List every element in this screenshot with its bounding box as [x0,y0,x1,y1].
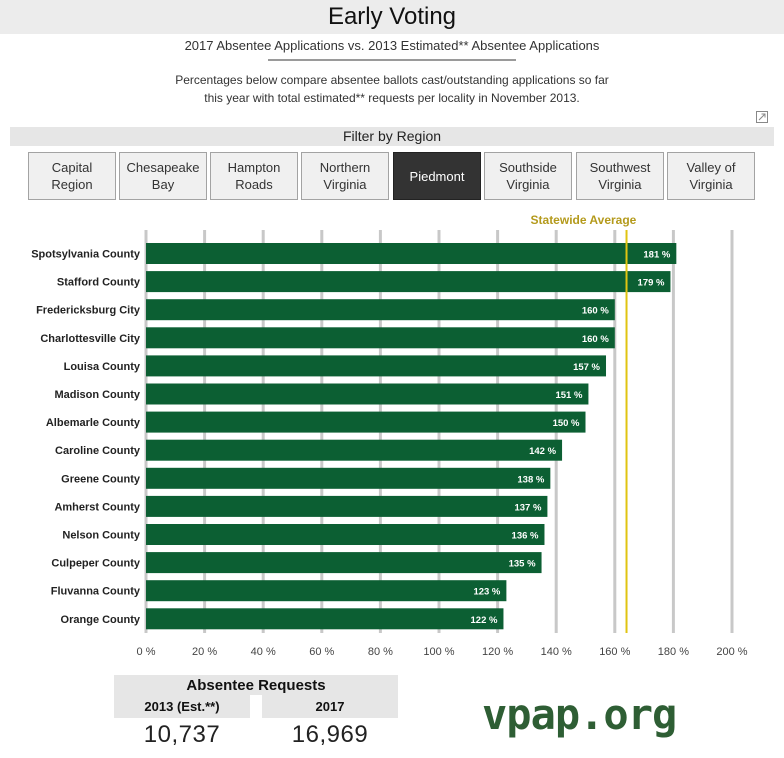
region-button-chesapeake-bay[interactable]: Chesapeake Bay [119,152,207,200]
region-button-capital-region[interactable]: Capital Region [28,152,116,200]
chart-subtitle: 2017 Absentee Applications vs. 2013 Estimated** Absentee Applications [184,38,600,53]
region-button-southside-virginia[interactable]: Southside Virginia [484,152,572,200]
subtitle-divider [268,59,516,61]
region-button-piedmont[interactable]: Piedmont [393,152,481,200]
bar-13 [146,608,503,629]
region-button-southwest-virginia[interactable]: Southwest Virginia [576,152,664,200]
data-label-11: 135 % [508,558,536,570]
region-button-northern-virginia[interactable]: Northern Virginia [301,152,389,200]
bar-2 [146,299,615,320]
data-label-6: 150 % [552,418,580,430]
data-label-0: 181 % [643,249,671,261]
description-line-2: this year with total estimated** requests per locality in November 2013. [204,91,580,105]
category-label-12: Fluvanna County [50,585,140,598]
x-tick-label-3: 60 % [309,646,335,658]
bar-9 [146,496,547,517]
vpap-logo: vpap.org [482,690,677,739]
bar-7 [146,440,562,461]
x-tick-label-2: 40 % [250,646,276,658]
bar-6 [146,412,586,433]
x-tick-label-4: 80 % [367,646,393,658]
category-label-4: Louisa County [63,360,140,373]
data-label-10: 136 % [511,530,539,542]
region-button-hampton-roads[interactable]: Hampton Roads [210,152,298,200]
bar-12 [146,580,506,601]
category-label-2: Fredericksburg City [36,304,140,317]
category-label-8: Greene County [61,473,140,486]
bar-1 [146,271,670,292]
data-label-9: 137 % [514,502,542,514]
x-tick-label-5: 100 % [423,646,455,658]
category-label-5: Madison County [54,389,140,401]
bar-5 [146,384,588,405]
bar-chart [0,206,784,666]
bar-0 [146,243,676,264]
chart-description [120,71,664,107]
statewide-average-label: Statewide Average [530,213,637,227]
data-label-1: 179 % [637,277,665,289]
title-bar [0,0,784,34]
category-label-1: Stafford County [56,276,140,289]
requests-2013-value: 10,737 [143,721,221,748]
x-tick-label-10: 200 % [716,646,748,658]
x-tick-label-0: 0 % [136,646,156,658]
category-label-6: Albemarle County [45,417,140,430]
category-label-7: Caroline County [55,445,140,458]
bar-8 [146,468,550,489]
x-tick-label-6: 120 % [481,646,514,658]
expand-icon[interactable] [755,110,769,124]
requests-2013-column [114,695,250,752]
x-tick-label-8: 160 % [599,646,631,658]
bar-11 [146,552,542,573]
bar-3 [146,327,615,348]
data-label-12: 123 % [473,586,501,598]
requests-2013-label: 2013 (Est.**) [114,695,250,718]
x-tick-label-1: 20 % [192,646,218,658]
requests-2017-column [262,695,398,752]
data-label-8: 138 % [517,474,545,486]
category-label-10: Nelson County [62,529,140,542]
chart-area [0,206,784,666]
requests-2017-label: 2017 [262,695,398,718]
category-label-13: Orange County [60,613,140,626]
category-label-3: Charlottesville City [40,332,140,345]
requests-2017-value: 16,969 [291,721,369,748]
category-label-0: Spotsylvania County [31,248,140,261]
data-label-4: 157 % [573,361,601,373]
data-label-5: 151 % [555,390,583,401]
description-line-1: Percentages below compare absentee ballots cast/outstanding applications so far [175,73,609,87]
page-title: Early Voting [327,3,457,30]
bar-4 [146,355,606,376]
region-filter-buttons [28,152,758,200]
data-label-3: 160 % [581,333,609,345]
data-label-7: 142 % [529,446,557,458]
x-tick-label-9: 180 % [657,646,690,658]
absentee-requests-title: Absentee Requests [114,675,398,695]
x-tick-label-7: 140 % [540,646,572,658]
category-label-11: Culpeper County [51,557,140,570]
data-label-13: 122 % [470,614,498,626]
data-label-2: 160 % [581,305,609,317]
region-button-valley-of-virginia[interactable]: Valley of Virginia [667,152,755,200]
filter-by-region-label: Filter by Region [10,127,774,146]
category-label-9: Amherst County [54,501,140,514]
bar-10 [146,524,544,545]
